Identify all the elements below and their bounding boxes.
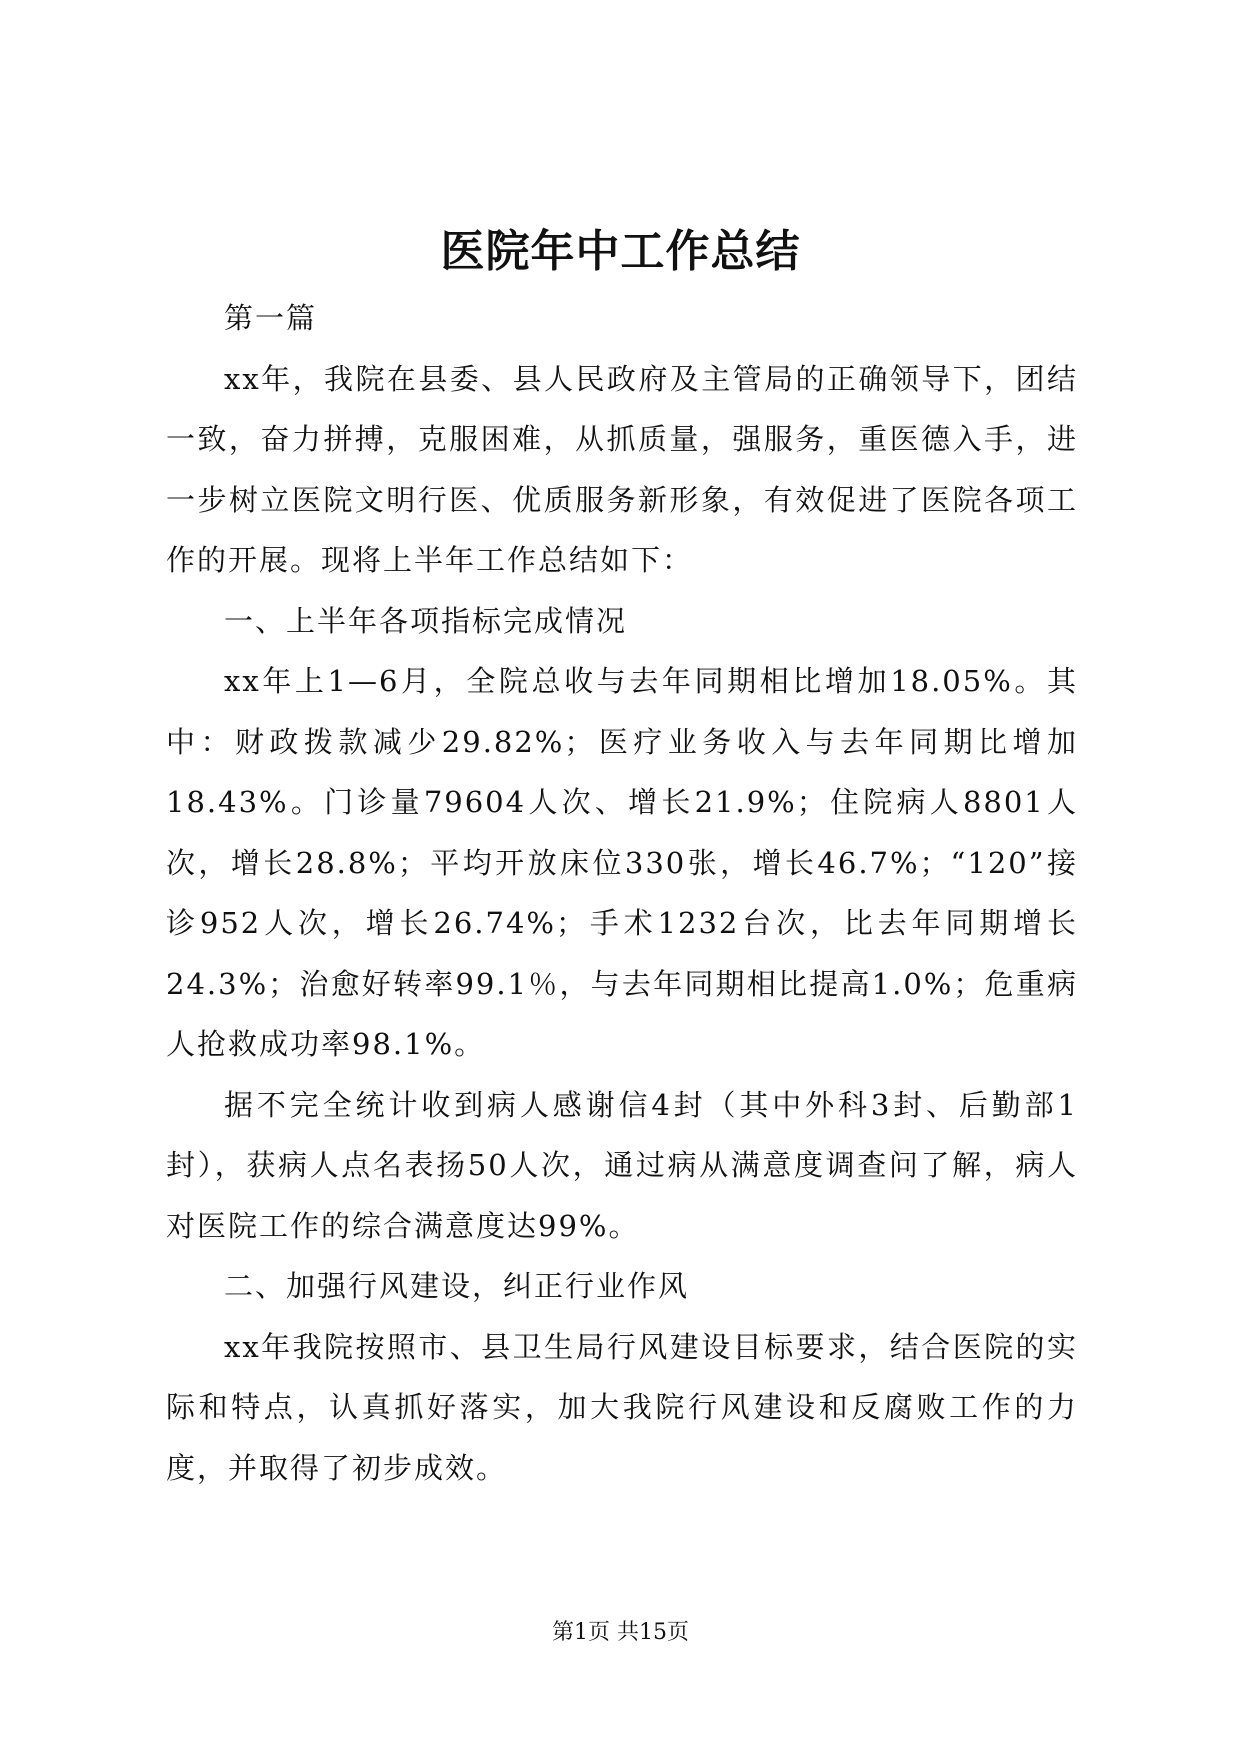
- document-title: 医院年中工作总结: [440, 226, 801, 277]
- paragraph-conduct: xx年我院按照市、县卫生局行风建设目标要求，结合医院的实际和特点，认真抓好落实，加大我院行风建设和反腐败工作的力度，并取得了初步成效。: [166, 1329, 1078, 1485]
- paragraph-intro: xx年，我院在县委、县人民政府及主管局的正确领导下，团结一致，奋力拼搏，克服困难，从抓质量，强服务，重医德入手，进一步树立医院文明行医、优质服务新形象，有效促进了医院各项工作的开展。现将上半年工作总结如下：: [166, 361, 1078, 577]
- section-heading-part-one: 第一篇: [224, 301, 318, 335]
- paragraph-satisfaction: 据不完全统计收到病人感谢信4封（其中外科3封、后勤部1封），获病人点名表扬50人次，通过病从满意度调查问了解，病人对医院工作的综合满意度达99%。: [166, 1087, 1078, 1243]
- paragraph-indicators: xx年上1—6月，全院总收与去年同期相比增加18.05%。其中：财政拨款减少29.82%；医疗业务收入与去年同期比增加18.43%。门诊量79604人次、增长21.9%；住院病人8801人次，增长28.8%；平均开放床位330张，增长46.7%；“120”接诊952人次，增长26.74%；手术1232台次，比去年同期增长24.3%；治愈好转率99.1％，与去年同期相比提高1.0%；危重病人抢救成功率98.1%。: [166, 664, 1078, 1061]
- document-body: [166, 288, 1078, 1498]
- section-heading-conduct: 二、加强行风建设，纠正行业作风: [224, 1269, 690, 1303]
- page-footer: 第1页 共15页: [552, 1620, 689, 1645]
- section-heading-indicators: 一、上半年各项指标完成情况: [224, 603, 628, 638]
